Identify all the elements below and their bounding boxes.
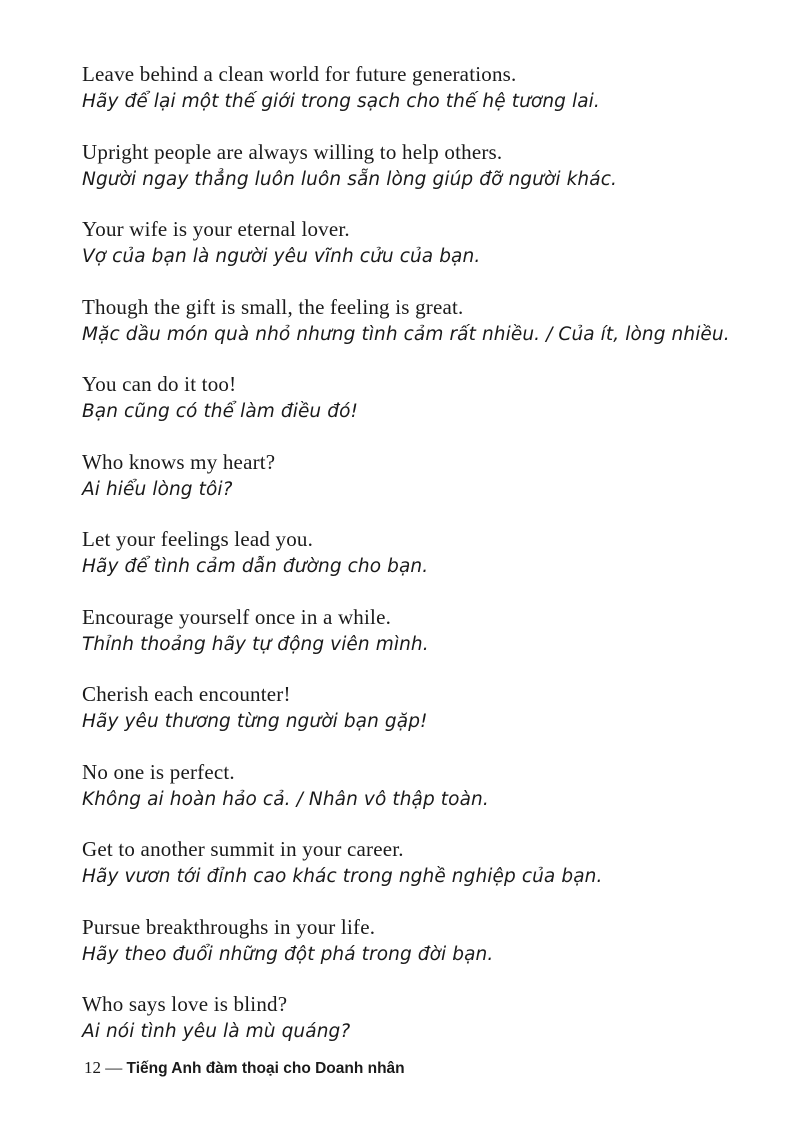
phrase-entry xyxy=(82,215,772,293)
english-sentence: Encourage yourself once in a while. xyxy=(82,604,392,629)
phrase-entry xyxy=(82,138,772,216)
phrase-entry xyxy=(82,60,772,138)
book-title: Tiếng Anh đàm thoại cho Doanh nhân xyxy=(126,1060,405,1077)
phrase-entry xyxy=(82,835,772,913)
vietnamese-translation: Hãy để lại một thế giới trong sạch cho thế hệ tương lai. xyxy=(82,91,600,112)
vietnamese-translation: Người ngay thẳng luôn luôn sẵn lòng giúp đỡ người khác. xyxy=(82,168,617,190)
page-footer xyxy=(84,1057,405,1080)
page-number: 12 xyxy=(84,1058,101,1077)
english-sentence: Leave behind a clean world for future generations. xyxy=(82,62,517,86)
phrase-list xyxy=(82,60,772,1068)
english-sentence: Cherish each encounter! xyxy=(82,682,291,706)
phrase-entry xyxy=(82,758,772,836)
english-sentence: Who says love is blind? xyxy=(82,992,288,1016)
phrase-entry xyxy=(82,370,772,448)
phrase-entry xyxy=(82,525,772,603)
english-sentence: Let your feelings lead you. xyxy=(82,527,314,551)
english-sentence: Pursue breakthroughs in your life. xyxy=(82,914,376,939)
english-sentence: Who knows my heart? xyxy=(82,449,276,474)
vietnamese-translation: Thỉnh thoảng hãy tự động viên mình. xyxy=(82,633,429,655)
vietnamese-translation: Hãy để tình cảm dẫn đường cho bạn. xyxy=(82,556,429,577)
vietnamese-translation: Ai nói tình yêu là mù quáng? xyxy=(82,1021,351,1042)
english-sentence: Upright people are always willing to help others. xyxy=(82,139,503,164)
english-sentence: Though the gift is small, the feeling is great. xyxy=(82,294,464,319)
vietnamese-translation: Mặc dầu món quà nhỏ nhưng tình cảm rất nhiều. / Của ít, lòng nhiều. xyxy=(82,323,730,345)
english-sentence: Your wife is your eternal lover. xyxy=(82,217,350,241)
vietnamese-translation: Ai hiểu lòng tôi? xyxy=(82,478,233,500)
vietnamese-translation: Hãy yêu thương từng người bạn gặp! xyxy=(82,711,428,732)
vietnamese-translation: Hãy vươn tới đỉnh cao khác trong nghề nghiệp của bạn. xyxy=(82,866,603,887)
english-sentence: No one is perfect. xyxy=(82,759,235,784)
phrase-entry xyxy=(82,680,772,758)
vietnamese-translation: Bạn cũng có thể làm điều đó! xyxy=(82,401,359,422)
phrase-entry xyxy=(82,990,772,1068)
phrase-entry xyxy=(82,448,772,526)
phrase-entry xyxy=(82,293,772,371)
vietnamese-translation: Không ai hoàn hảo cả. / Nhân vô thập toàn. xyxy=(82,788,489,810)
footer-separator: — xyxy=(105,1058,123,1077)
vietnamese-translation: Vợ của bạn là người yêu vĩnh cửu của bạn. xyxy=(82,246,481,267)
phrase-entry xyxy=(82,913,772,991)
english-sentence: You can do it too! xyxy=(82,372,237,396)
english-sentence: Get to another summit in your career. xyxy=(82,837,404,861)
phrase-entry xyxy=(82,603,772,681)
vietnamese-translation: Hãy theo đuổi những đột phá trong đời bạn. xyxy=(82,943,494,965)
